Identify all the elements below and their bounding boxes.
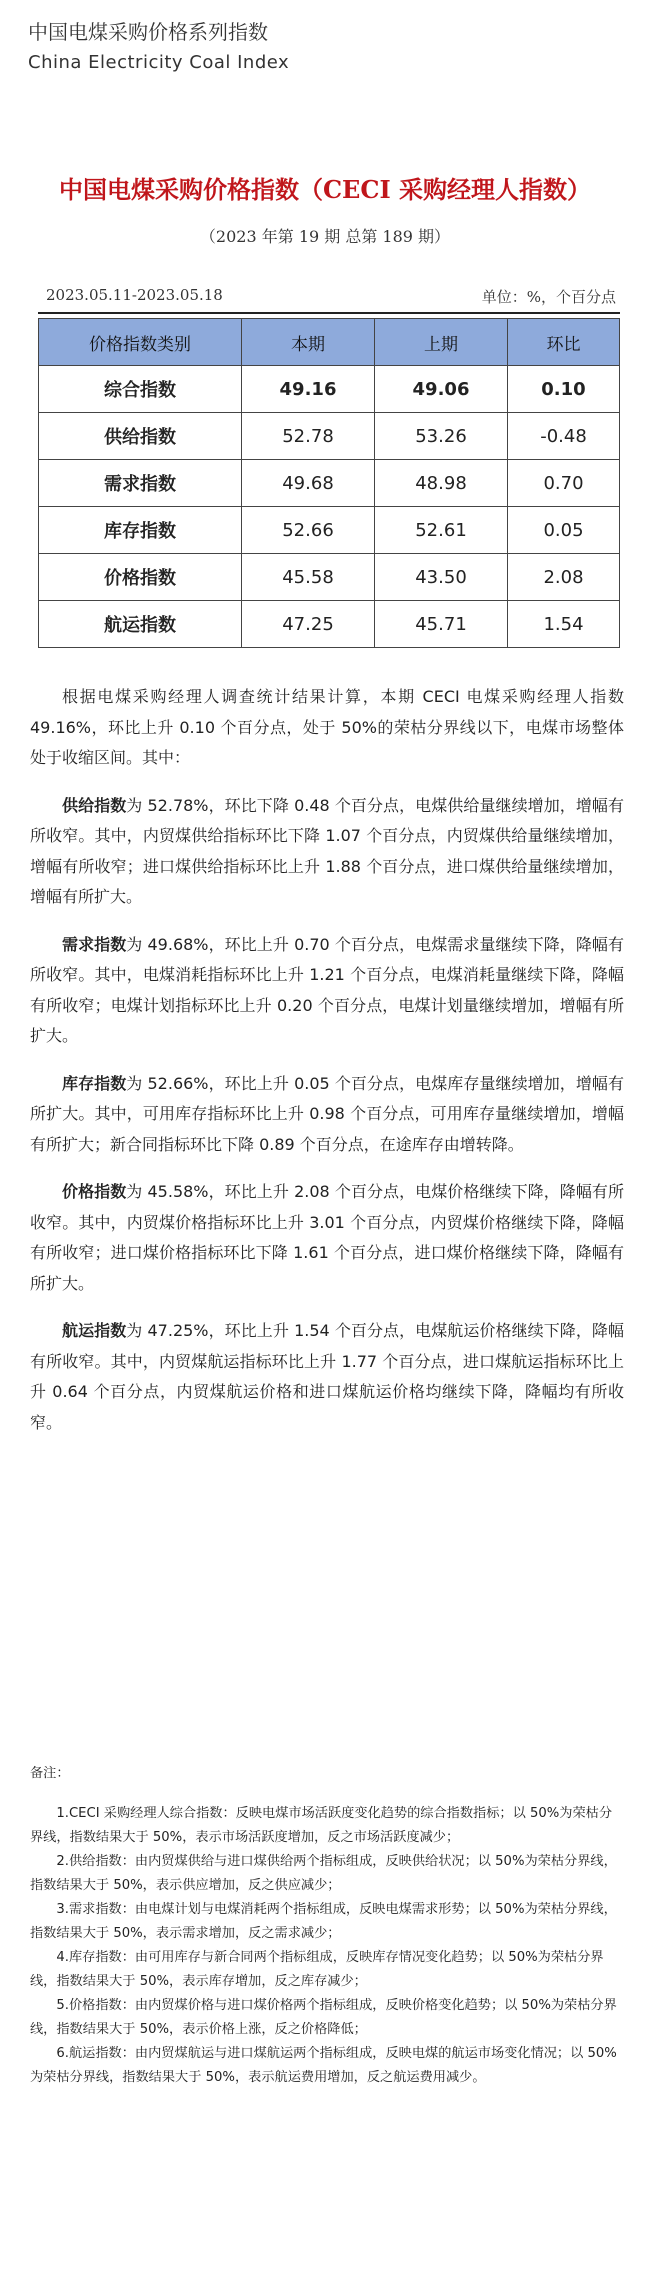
row-current: 45.58 <box>242 554 375 601</box>
table-row <box>39 554 620 601</box>
row-previous: 53.26 <box>375 413 508 460</box>
note-item: 2.供给指数：由内贸煤供给与进口煤供给两个指标组成，反映供给状况；以 50%为荣枯分界线，指数结果大于 50%，表示供应增加，反之供应减少； <box>30 1854 617 1893</box>
table-row <box>39 366 620 413</box>
row-current: 49.16 <box>242 366 375 413</box>
notes-label: 备注： <box>30 1766 70 1781</box>
row-name: 库存指数 <box>39 507 242 554</box>
notes-section <box>30 1762 624 2090</box>
paragraph-text: 为 49.68%，环比上升 0.70 个百分点，电煤需求量继续下降，降幅有所收窄。其中，电煤消耗指标环比上升 1.21 个百分点，电煤消耗量继续下降，降幅有所收窄；电煤计划指标环比上升 0.20 个百分点，电煤计划量继续增加，增幅有所扩大。 <box>30 934 624 1045</box>
shipping-paragraph <box>30 1316 624 1438</box>
paragraph-lead: 需求指数 <box>62 934 127 954</box>
row-name: 综合指数 <box>39 366 242 413</box>
row-previous: 52.61 <box>375 507 508 554</box>
paragraph-text: 为 47.25%，环比上升 1.54 个百分点，电煤航运价格继续下降，降幅有所收窄。其中，内贸煤航运指标环比上升 1.77 个百分点，进口煤航运指标环比上升 0.64 个百分点，内贸煤航运价格和进口煤航运价格均继续下降，降幅均有所收窄。 <box>30 1321 624 1432</box>
paragraph-lead: 供给指数 <box>62 795 127 815</box>
table-header-row <box>39 319 620 366</box>
unit-label: 单位：%，个百分点 <box>481 288 616 306</box>
col-header-change: 环比 <box>508 319 620 366</box>
report-title: 中国电煤采购价格指数（CECI 采购经理人指数） <box>58 175 592 204</box>
inventory-paragraph <box>30 1069 624 1161</box>
row-change: 1.54 <box>508 601 620 648</box>
header-cn-title: 中国电煤采购价格系列指数 <box>28 20 268 44</box>
row-previous: 43.50 <box>375 554 508 601</box>
col-header-previous: 上期 <box>375 319 508 366</box>
row-name: 价格指数 <box>39 554 242 601</box>
note-item: 1.CECI 采购经理人综合指数：反映电煤市场活跃度变化趋势的综合指数指标；以 50%为荣枯分界线，指数结果大于 50%，表示市场活跃度增加，反之市场活跃度减少； <box>30 1806 613 1845</box>
paragraph-lead: 价格指数 <box>62 1182 127 1201</box>
supply-paragraph <box>30 791 624 913</box>
header-en-title: China Electricity Coal Index <box>28 52 290 73</box>
row-current: 52.66 <box>242 507 375 554</box>
paragraph-text: 为 45.58%，环比上升 2.08 个百分点，电煤价格继续下降，降幅有所收窄。其中，内贸煤价格指标环比上升 3.01 个百分点，内贸煤价格继续下降，降幅有所收窄；进口煤价格指标环比下降 1.61 个百分点，进口煤价格继续下降，降幅有所扩大。 <box>30 1182 624 1293</box>
row-previous: 49.06 <box>375 366 508 413</box>
note-item: 5.价格指数：由内贸煤价格与进口煤价格两个指标组成，反映价格变化趋势；以 50%为荣枯分界线，指数结果大于 50%，表示价格上涨，反之价格降低； <box>30 1998 617 2037</box>
index-table <box>38 318 620 648</box>
table-row <box>39 601 620 648</box>
row-change: 0.10 <box>508 366 620 413</box>
row-change: 0.70 <box>508 460 620 507</box>
row-name: 供给指数 <box>39 413 242 460</box>
table-row <box>39 507 620 554</box>
top-rule <box>38 312 620 314</box>
row-current: 52.78 <box>242 413 375 460</box>
note-item: 6.航运指数：由内贸煤航运与进口煤航运两个指标组成，反映电煤的航运市场变化情况；以 50%为荣枯分界线，指数结果大于 50%，表示航运费用增加，反之航运费用减少。 <box>30 2046 617 2085</box>
col-header-current: 本期 <box>242 319 375 366</box>
demand-paragraph <box>30 930 624 1052</box>
note-item: 3.需求指数：由电煤计划与电煤消耗两个指标组成，反映电煤需求形势；以 50%为荣枯分界线，指数结果大于 50%，表示需求增加，反之需求减少； <box>30 1902 617 1941</box>
paragraph-text: 为 52.78%，环比下降 0.48 个百分点，电煤供给量继续增加，增幅有所收窄。其中，内贸煤供给指标环比下降 1.07 个百分点，内贸煤供给量继续增加，增幅有所收窄；进口煤供给指标环比上升 1.88 个百分点，进口煤供给量继续增加，增幅有所扩大。 <box>30 795 624 906</box>
date-range: 2023.05.11-2023.05.18 <box>46 286 223 304</box>
price-paragraph <box>30 1177 624 1299</box>
paragraph-lead: 航运指数 <box>62 1321 127 1340</box>
note-item: 4.库存指数：由可用库存与新合同两个指标组成，反映库存情况变化趋势；以 50%为荣枯分界线，指数结果大于 50%，表示库存增加，反之库存减少； <box>30 1950 604 1989</box>
row-current: 49.68 <box>242 460 375 507</box>
row-previous: 45.71 <box>375 601 508 648</box>
paragraph-text: 为 52.66%，环比上升 0.05 个百分点，电煤库存量继续增加，增幅有所扩大。其中，可用库存指标环比上升 0.98 个百分点，可用库存量继续增加，增幅有所扩大；新合同指标环比下降 0.89 个百分点，在途库存由增转降。 <box>30 1073 624 1154</box>
row-change: -0.48 <box>508 413 620 460</box>
table-row <box>39 460 620 507</box>
report-issue: （2023 年第 19 期 总第 189 期） <box>199 227 451 246</box>
body-text <box>30 682 624 1455</box>
row-current: 47.25 <box>242 601 375 648</box>
row-previous: 48.98 <box>375 460 508 507</box>
paragraph-lead: 库存指数 <box>62 1073 127 1093</box>
row-name: 需求指数 <box>39 460 242 507</box>
table-row <box>39 413 620 460</box>
col-header-category: 价格指数类别 <box>39 319 242 366</box>
row-change: 0.05 <box>508 507 620 554</box>
row-change: 2.08 <box>508 554 620 601</box>
intro-paragraph: 根据电煤采购经理人调查统计结果计算，本期 CECI 电煤采购经理人指数 49.16%，环比上升 0.10 个百分点，处于 50%的荣枯分界线以下，电煤市场整体处于收缩区间。其中： <box>30 687 624 767</box>
row-name: 航运指数 <box>39 601 242 648</box>
